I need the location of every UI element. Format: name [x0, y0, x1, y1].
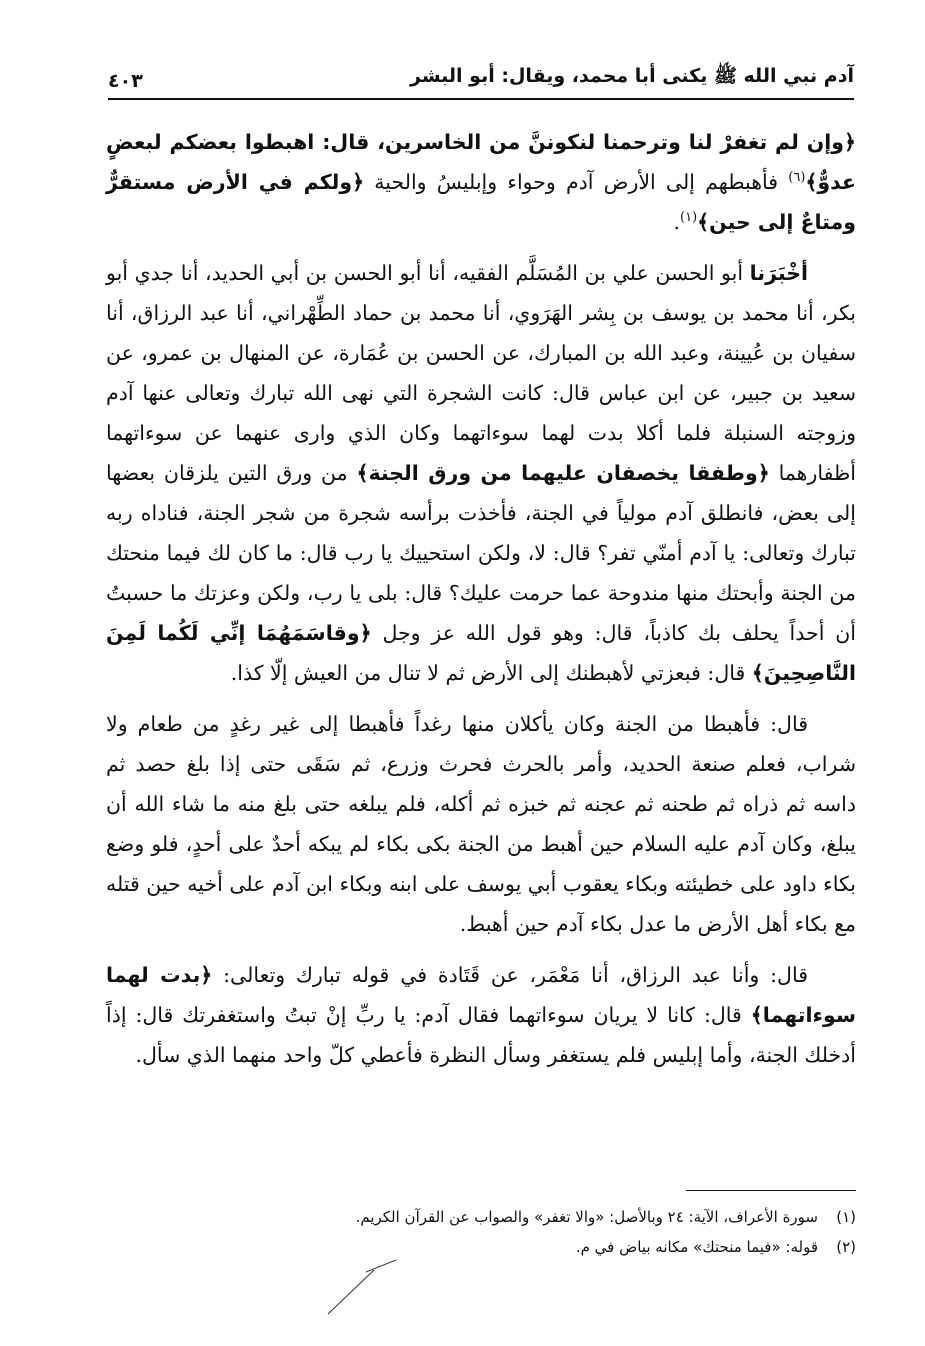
footnote-text: قوله: «فيما منحتك» مكانه بياض في م. — [575, 1238, 818, 1256]
paragraph — [106, 955, 856, 1075]
footnote-reference: (١) — [680, 210, 698, 226]
paragraph — [106, 253, 856, 693]
footnotes — [300, 1202, 856, 1262]
page-header — [108, 58, 854, 92]
footnote-text: سورة الأعراف، الآية: ٢٤ وبالأصل: «والا تغفر» والصواب عن القرآن الكريم. — [355, 1208, 818, 1226]
text-run: من ورق التين يلزقان بعضها إلى بعض، فانطلق آدم مولياً في الجنة، فأخذت برأسه شجرة من شجر الجنة، فناداه ربه تبارك وتعالى: يا آدم أمنّي تفر؟ قال: لا، ولكن استحييك يا رب قال: ما كان لك فيما منحتك من الجنة وأبحتك منها مندوحة عما حرمت عليك؟ قال: بلى يا رب، ولكن وعزتك ما حسبتُ أن أحداً يحلف بك كاذباً، قال: وهو قول الله عز وجل — [106, 461, 856, 645]
emphasized-text: ﴿وإن لم تغفرْ لنا وترحمنا لنكوننَّ من الخاسرين، قال: اهبطوا بعضكم لبعضٍ عدوٌّ﴾ — [106, 130, 856, 194]
text-run: قال: فأهبطا من الجنة وكان يأكلان منها رغداً فأهبطا إلى غير رغدٍ من طعام ولا شراب، فعلم صنعة الحديد، وأمر بالحرث فحرث وزرع، ثم سَقَى حتى إذا بلغ حصد ثم داسه ثم ذراه ثم طحنه ثم عجنه ثم خبزه ثم أكله، فلم يبلغه حتى بلغ منه ما شاء الله أن يبلغ، وكان آدم عليه السلام حين أهبط من الجنة بكى بكاء لم يبكه أحدٌ على أحدٍ، فلو وضع بكاء داود على خطيئته وبكاء يعقوب أبي يوسف على ابنه وبكاء ابن آدم على أخيه حين قتله مع بكاء أهل الأرض ما عدل بكاء آدم حين أهبط. — [106, 712, 856, 936]
emphasized-text: ﴿بدت لهما سوءاتهما﴾ — [106, 963, 856, 1027]
header-rule — [108, 98, 854, 100]
text-run: قال: كانا لا يريان سوءاتهما فقال آدم: يا ربِّ إنْ تبتُ واستغفرتك قال: إذاً أدخلك الجنة، وأما إبليس فلم يستغفر وسأل النظرة فأعطي كلّ واحد منهما الذي سأل. — [106, 1003, 856, 1067]
text-run: فأهبطهم إلى الأرض آدم وحواء وإبليسُ والحية — [364, 170, 789, 194]
running-title: آدم نبي الله ﷺ يكنى أبا محمد، ويقال: أبو البشر — [410, 65, 854, 87]
footnote-rule — [686, 1190, 856, 1191]
emphasized-text: ﴿وقاسَمَهُمَا إنِّي لَكُما لَمِنَ النَّاصِحِينَ﴾ — [106, 621, 856, 685]
text-run: أبو الحسن علي بن المُسَلَّم الفقيه، أنا أبو الحسن بن أبي الحديد، أنا جدي أبو بكر، أنا محمد بن يوسف بن بِشر الهَرَوي، أنا محمد بن حماد الطِّهْراني، أنا عبد الرزاق، أنا سفيان بن عُيينة، وعبد الله بن المبارك، عن الحسن بن عُمَارة، عن المنهال بن عمرو، عن سعيد بن جبير، عن ابن عباس قال: كانت الشجرة التي نهى الله تبارك وتعالى عنها آدم وزوجته السنبلة فلما أكلا بدت لهما سوءاتهما وكان الذي وارى عنهما عن سوءاتهما أظفارهما — [106, 261, 857, 485]
pen-stroke-mark — [326, 1256, 402, 1316]
footnote-reference: (٦) — [788, 170, 806, 186]
footnote-1 — [300, 1202, 856, 1232]
paragraph — [106, 122, 856, 242]
footnote-number: (١) — [836, 1208, 856, 1226]
text-run: . — [673, 210, 680, 234]
emphasized-text: ﴿ولكم في الأرض مستقرٌّ ومتاعٌ إلى حين﴾ — [106, 170, 856, 234]
emphasized-text: ﴿وطفقا يخصفان عليهما من ورق الجنة﴾ — [356, 461, 770, 485]
footnote-number: (٢) — [836, 1238, 856, 1256]
text-run: قال: وأنا عبد الرزاق، أنا مَعْمَر، عن قَتَادة في قوله تبارك وتعالى: — [212, 963, 808, 987]
paragraph — [106, 704, 856, 944]
page-number: ٤٠٣ — [108, 70, 143, 92]
emphasized-text: أخْبَرَنا — [749, 261, 808, 285]
body-text — [106, 122, 856, 1086]
text-run: قال: فبعزتي لأهبطنك إلى الأرض ثم لا تنال من العيش إلّا كذا. — [230, 661, 752, 685]
